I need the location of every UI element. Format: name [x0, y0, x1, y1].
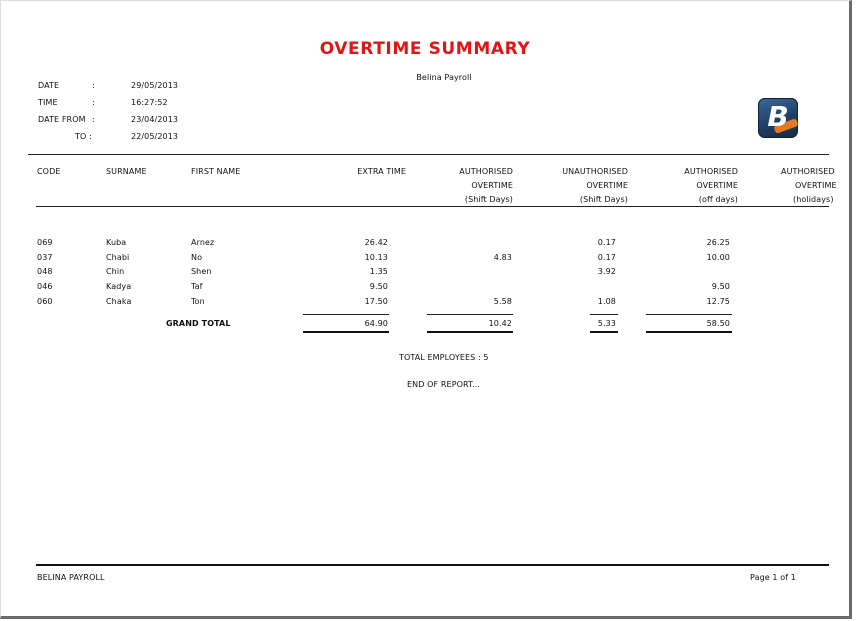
- col-auth-shift-2: OVERTIME: [471, 181, 513, 190]
- cell-extra-time: 1.35: [369, 267, 388, 276]
- total-auth-shift: 10.42: [488, 319, 512, 328]
- cell-first-name: Shen: [191, 267, 212, 276]
- cell-auth-shift: 4.83: [493, 253, 512, 262]
- col-auth-off-2: OVERTIME: [696, 181, 738, 190]
- cell-surname: Chabi: [106, 253, 130, 262]
- date-value: 29/05/2013: [131, 81, 179, 90]
- cell-extra-time: 26.42: [364, 238, 388, 247]
- page-number: Page 1 of 1: [750, 573, 796, 582]
- cell-surname: Chin: [106, 267, 125, 276]
- date-to-value: 22/05/2013: [131, 132, 179, 141]
- col-auth-shift-3: (Shift Days): [464, 195, 513, 204]
- cell-auth-off: 10.00: [706, 253, 730, 262]
- col-code: CODE: [37, 167, 61, 176]
- time-value: 16:27:52: [131, 98, 168, 107]
- cell-auth-shift: 5.58: [493, 297, 512, 306]
- col-auth-hol-3: (holidays): [793, 195, 834, 204]
- col-unauth-shift-3: (Shift Days): [579, 195, 628, 204]
- cell-unauth-shift: 0.17: [597, 253, 616, 262]
- end-of-report: END OF REPORT...: [407, 380, 481, 389]
- date-from-label: DATE FROM: [38, 115, 86, 124]
- company-name: Belina Payroll: [416, 73, 472, 82]
- cell-extra-time: 17.50: [364, 297, 388, 306]
- cell-unauth-shift: 1.08: [597, 297, 616, 306]
- total-rule-extra-bottom: [303, 331, 389, 333]
- cell-unauth-shift: 0.17: [597, 238, 616, 247]
- col-auth-off-1: AUTHORISED: [684, 167, 738, 176]
- cell-surname: Kadya: [106, 282, 132, 291]
- cell-first-name: Arnez: [191, 238, 215, 247]
- cell-extra-time: 9.50: [369, 282, 388, 291]
- cell-code: 048: [37, 267, 53, 276]
- date-from-value: 23/04/2013: [131, 115, 179, 124]
- total-employees: TOTAL EMPLOYEES : 5: [399, 353, 489, 362]
- cell-auth-off: 9.50: [711, 282, 730, 291]
- total-auth-off: 58.50: [706, 319, 730, 328]
- grand-total-label: GRAND TOTAL: [166, 319, 231, 328]
- total-rule-unauth-top: [590, 314, 618, 315]
- col-auth-hol-1: AUTHORISED: [781, 167, 835, 176]
- header-bottom-rule: [36, 206, 829, 207]
- time-label: TIME: [38, 98, 58, 107]
- footer-company: BELINA PAYROLL: [37, 573, 105, 582]
- date-to-label: TO :: [75, 132, 92, 141]
- col-unauth-shift-2: OVERTIME: [586, 181, 628, 190]
- belina-logo-icon: [758, 98, 798, 138]
- cell-code: 060: [37, 297, 53, 306]
- date-colon: :: [92, 81, 95, 90]
- total-rule-extra-top: [303, 314, 389, 315]
- col-auth-shift-1: AUTHORISED: [459, 167, 513, 176]
- total-rule-auth-off-bottom: [646, 331, 732, 333]
- header-top-rule: [28, 154, 829, 155]
- cell-first-name: Taf: [191, 282, 203, 291]
- total-rule-auth-shift-bottom: [427, 331, 513, 333]
- total-rule-unauth-bottom: [590, 331, 618, 333]
- cell-first-name: No: [191, 253, 203, 262]
- report-title: OVERTIME SUMMARY: [319, 39, 531, 59]
- col-auth-off-3: (off days): [698, 195, 738, 204]
- col-unauth-shift-1: UNAUTHORISED: [562, 167, 628, 176]
- col-surname: SURNAME: [106, 167, 147, 176]
- col-extra-time: EXTRA TIME: [357, 167, 406, 176]
- cell-auth-off: 26.25: [706, 238, 730, 247]
- cell-extra-time: 10.13: [364, 253, 388, 262]
- cell-unauth-shift: 3.92: [597, 267, 616, 276]
- time-colon: :: [92, 98, 95, 107]
- total-extra-time: 64.90: [364, 319, 388, 328]
- cell-code: 037: [37, 253, 53, 262]
- footer-rule: [36, 564, 829, 566]
- cell-code: 046: [37, 282, 53, 291]
- col-auth-hol-2: OVERTIME: [795, 181, 837, 190]
- cell-code: 069: [37, 238, 53, 247]
- date-label: DATE: [38, 81, 60, 90]
- cell-auth-off: 12.75: [706, 297, 730, 306]
- total-rule-auth-off-top: [646, 314, 732, 315]
- cell-surname: Chaka: [106, 297, 132, 306]
- total-rule-auth-shift-top: [427, 314, 513, 315]
- date-from-colon: :: [92, 115, 95, 124]
- col-first-name: FIRST NAME: [191, 167, 241, 176]
- logo-letter: B: [767, 100, 789, 133]
- cell-surname: Kuba: [106, 238, 127, 247]
- cell-first-name: Ton: [191, 297, 205, 306]
- total-unauth-shift: 5.33: [597, 319, 616, 328]
